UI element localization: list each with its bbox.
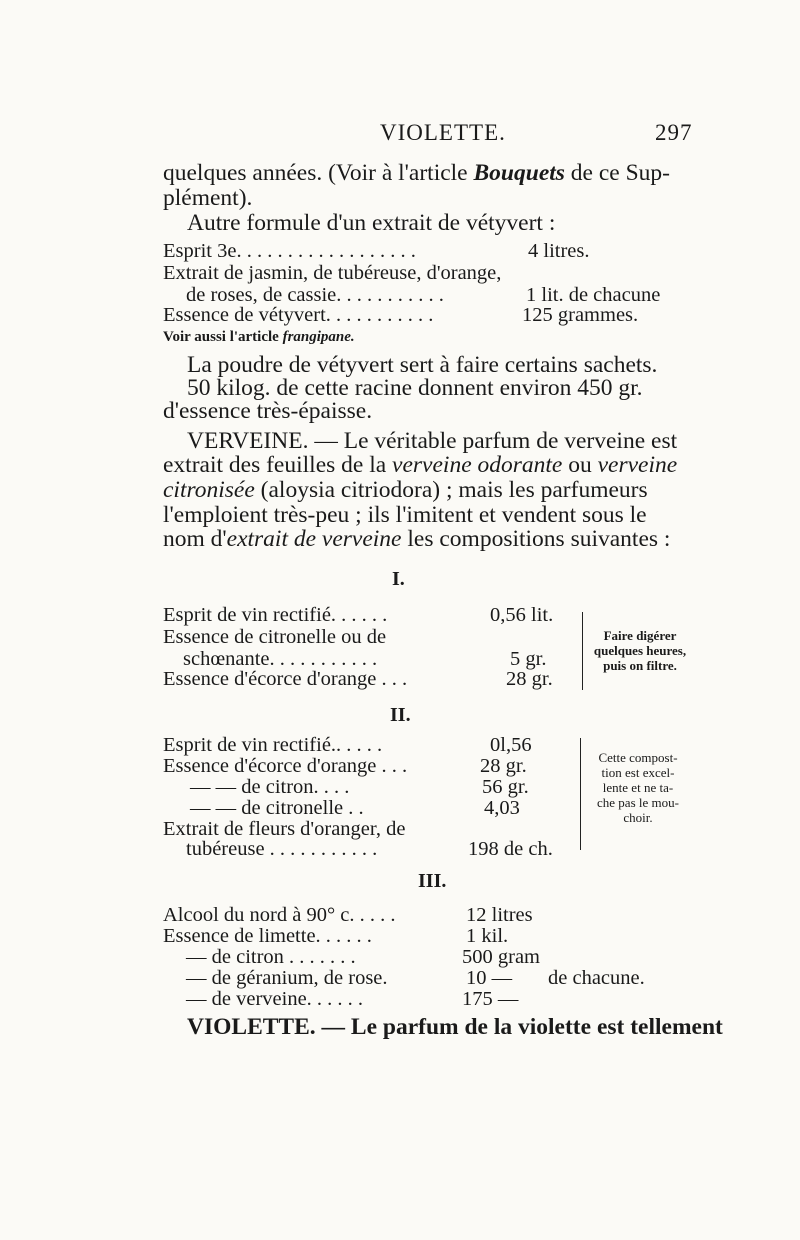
verveine-line-4: l'emploient très-peu ; ils l'imitent et vendent sous le [163, 502, 647, 528]
intro-line-1: quelques années. (Voir à l'article Bouquets de ce Sup- [163, 160, 670, 186]
recipe-qty: 28 gr. [480, 755, 527, 777]
brace [582, 612, 583, 690]
closing-line: VIOLETTE. — Le parfum de la violette est tellement [187, 1014, 723, 1040]
recipe-note-2: Cette compost- tion est excel- lente et ne ta- che pas le mou- choir. [597, 750, 679, 825]
running-title: VIOLETTE. [380, 120, 506, 145]
formula-qty: 4 litres. [528, 240, 590, 262]
recipe-row: Extrait de fleurs d'oranger, de [163, 818, 406, 840]
recipe-qty: 198 de ch. [468, 838, 553, 860]
intro-line-2: plément). [163, 185, 253, 211]
brace [580, 738, 581, 850]
recipe-qty: 4,03 [484, 797, 520, 819]
recipe-note-1: Faire digérer quelques heures, puis on filtre. [593, 628, 687, 673]
formula-row: Extrait de jasmin, de tubéreuse, d'orange, [163, 262, 502, 284]
recipe-row: — de verveine. . . . . . [186, 988, 364, 1010]
paragraph-line: d'essence très-épaisse. [163, 398, 373, 424]
recipe-row: — de géranium, de rose. [186, 967, 388, 989]
recipe-row: — — de citronelle . . [190, 797, 364, 819]
page-number: 297 [655, 120, 693, 145]
verveine-line-5: nom d'extrait de verveine les compositions suivantes : [163, 526, 671, 552]
recipe-row: schœnante. . . . . . . . . . . [183, 648, 378, 670]
paragraph-line: 50 kilog. de cette racine donnent environ 450 gr. [187, 375, 643, 401]
recipe-qty: 12 litres [466, 904, 533, 926]
recipe-qty: 5 gr. [510, 648, 547, 670]
recipe-qty: 0l,56 [490, 734, 532, 756]
formula-qty: 125 grammes. [522, 304, 639, 326]
recipe-row: Alcool du nord à 90° c. . . . . [163, 904, 396, 926]
see-also-note: Voir aussi l'article frangipane. [163, 329, 355, 345]
verveine-line-3: citronisée (aloysia citriodora) ; mais les parfumeurs [163, 477, 648, 503]
recipe-row: — de citron . . . . . . . [186, 946, 356, 968]
formula-row: Essence de vétyvert. . . . . . . . . . . [163, 304, 434, 326]
recipe-side-note: de chacune. [548, 967, 645, 989]
recipe-row: — — de citron. . . . [190, 776, 350, 798]
recipe-row: Essence d'écorce d'orange . . . [163, 668, 408, 690]
section-heading-1: I. [392, 568, 405, 590]
recipe-qty: 1 kil. [466, 925, 509, 947]
recipe-row: Essence de limette. . . . . . [163, 925, 372, 947]
recipe-qty: 0,56 lit. [490, 604, 554, 626]
recipe-row: tubéreuse . . . . . . . . . . . [186, 838, 378, 860]
recipe-qty: 28 gr. [506, 668, 553, 690]
verveine-line-1: VERVEINE. — Le véritable parfum de verveine est [187, 428, 678, 454]
recipe-row: Essence d'écorce d'orange . . . [163, 755, 408, 777]
recipe-qty: 10 — [466, 967, 513, 989]
recipe-qty: 500 gram [462, 946, 540, 968]
section-heading-3: III. [418, 870, 447, 892]
intro-line-3: Autre formule d'un extrait de vétyvert : [187, 210, 556, 236]
formula-row: de roses, de cassie. . . . . . . . . . . [186, 284, 444, 306]
paragraph-line: La poudre de vétyvert sert à faire certains sachets. [187, 352, 658, 378]
recipe-qty: 56 gr. [482, 776, 529, 798]
section-heading-2: II. [390, 704, 411, 726]
formula-row: Esprit 3e. . . . . . . . . . . . . . . . . . [163, 240, 416, 262]
verveine-line-2: extrait des feuilles de la verveine odorante ou verveine [163, 452, 678, 478]
recipe-row: Esprit de vin rectifié.. . . . . [163, 734, 383, 756]
formula-qty: 1 lit. de chacune [526, 284, 661, 306]
recipe-row: Essence de citronelle ou de [163, 626, 387, 648]
recipe-row: Esprit de vin rectifié. . . . . . [163, 604, 388, 626]
recipe-qty: 175 — [462, 988, 519, 1010]
